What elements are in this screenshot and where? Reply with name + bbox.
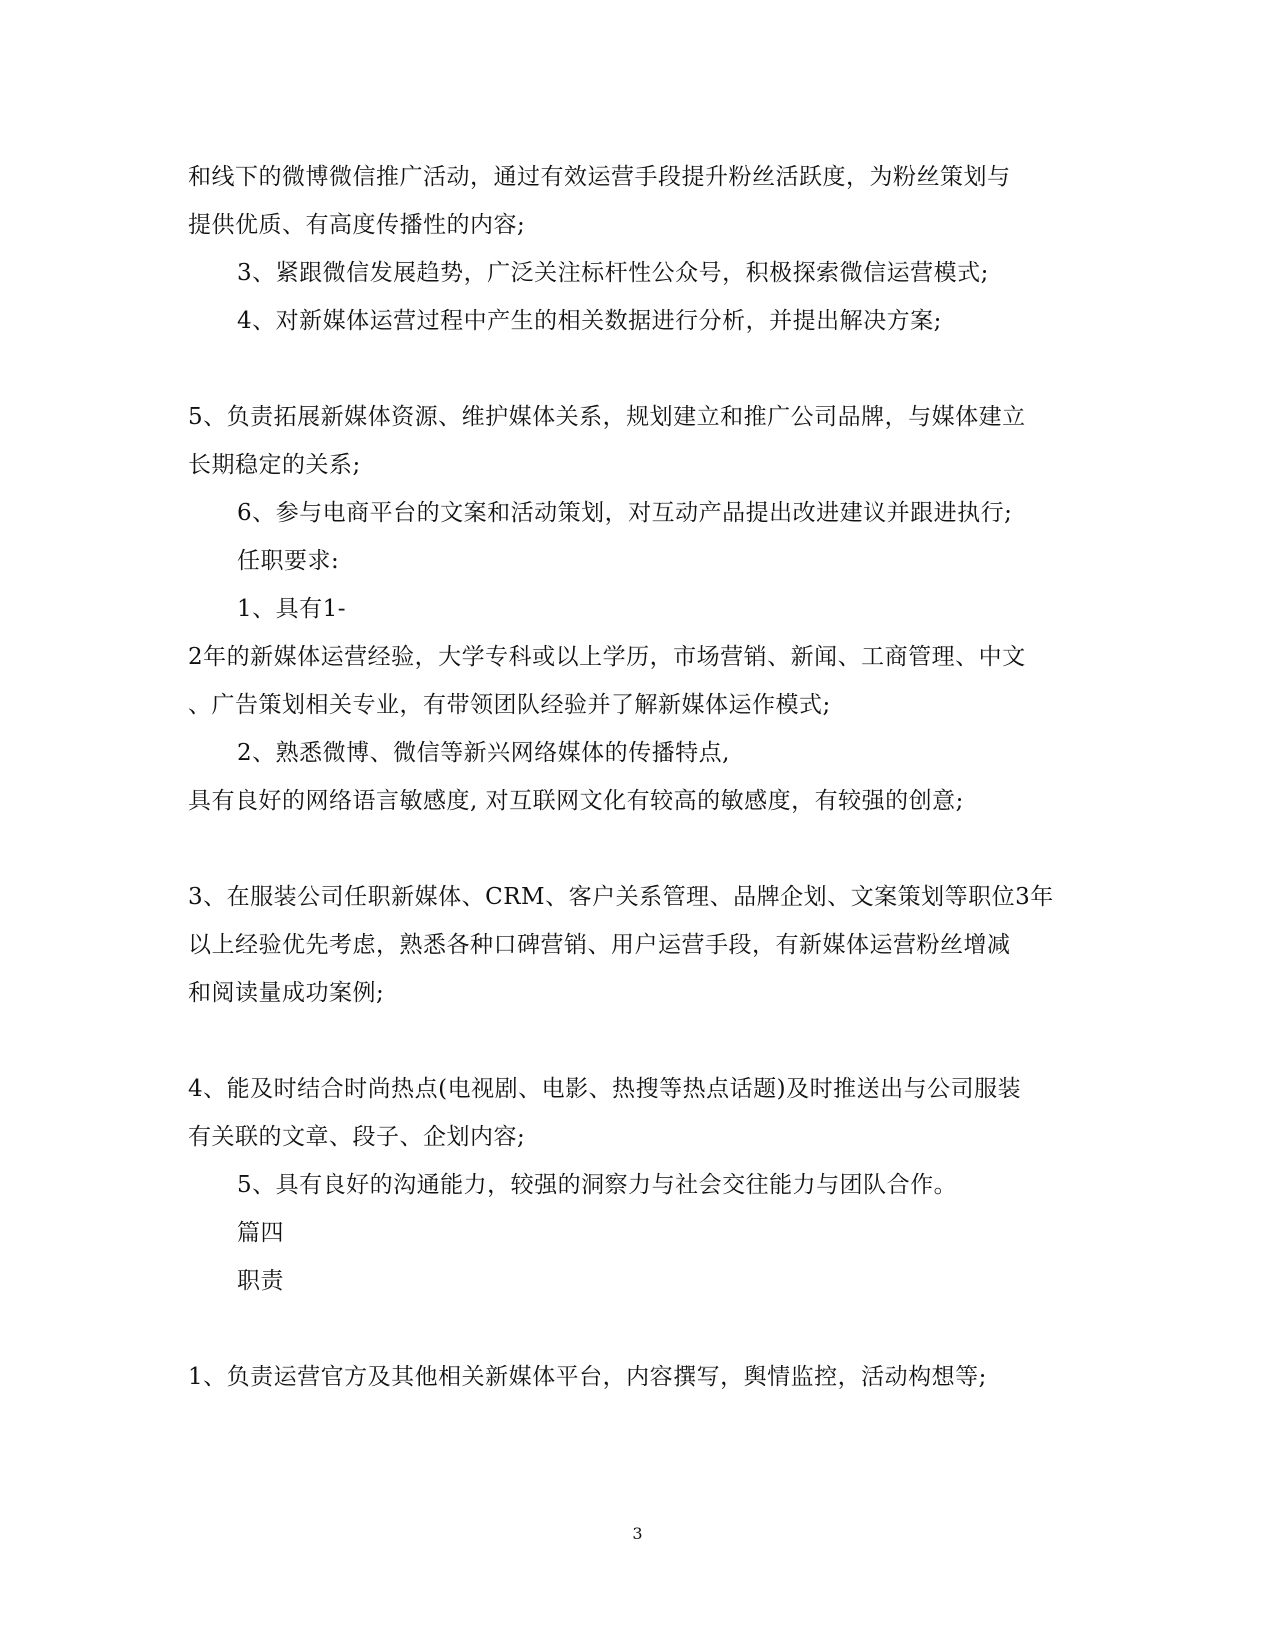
section-heading: 职责 [237,1268,284,1294]
paragraph-line: 5、负责拓展新媒体资源、维护媒体关系，规划建立和推广公司品牌，与媒体建立 [188,404,1026,430]
paragraph-line: 4、能及时结合时尚热点(电视剧、电影、热搜等热点话题)及时推送出与公司服装 [188,1076,1022,1102]
paragraph-line: 以上经验优先考虑，熟悉各种口碑营销、用户运营手段，有新媒体运营粉丝增减 [188,932,1011,958]
paragraph-line: 和线下的微博微信推广活动，通过有效运营手段提升粉丝活跃度，为粉丝策划与 [188,164,1011,190]
paragraph-line: 具有良好的网络语言敏感度, 对互联网文化有较高的敏感度，有较强的创意; [188,788,964,814]
paragraph-line: 、广告策划相关专业，有带领团队经验并了解新媒体运作模式; [188,692,831,718]
paragraph-line: 6、参与电商平台的文案和活动策划，对互动产品提出改进建议并跟进执行; [237,500,1013,526]
section-heading: 任职要求: [237,548,340,574]
paragraph-line: 2、熟悉微博、微信等新兴网络媒体的传播特点, [237,740,730,766]
paragraph-line: 4、对新媒体运营过程中产生的相关数据进行分析，并提出解决方案; [237,308,942,334]
paragraph-line: 1、具有1- [237,596,347,622]
section-heading: 篇四 [237,1220,284,1246]
paragraph-line: 提供优质、有高度传播性的内容; [188,212,526,238]
paragraph-line: 1、负责运营官方及其他相关新媒体平台，内容撰写，舆情监控，活动构想等; [188,1364,987,1390]
paragraph-line: 5、具有良好的沟通能力，较强的洞察力与社会交往能力与团队合作。 [237,1172,958,1198]
paragraph-line: 和阅读量成功案例; [188,980,385,1006]
paragraph-line: 3、紧跟微信发展趋势，广泛关注标杆性公众号，积极探索微信运营模式; [237,260,989,286]
paragraph-line: 有关联的文章、段子、企划内容; [188,1124,526,1150]
paragraph-line: 长期稳定的关系; [188,452,361,478]
page-number: 3 [632,1524,643,1543]
paragraph-line: 3、在服装公司任职新媒体、CRM、客户关系管理、品牌企划、文案策划等职位3年 [188,884,1054,910]
paragraph-line: 2年的新媒体运营经验，大学专科或以上学历，市场营销、新闻、工商管理、中文 [188,644,1026,670]
